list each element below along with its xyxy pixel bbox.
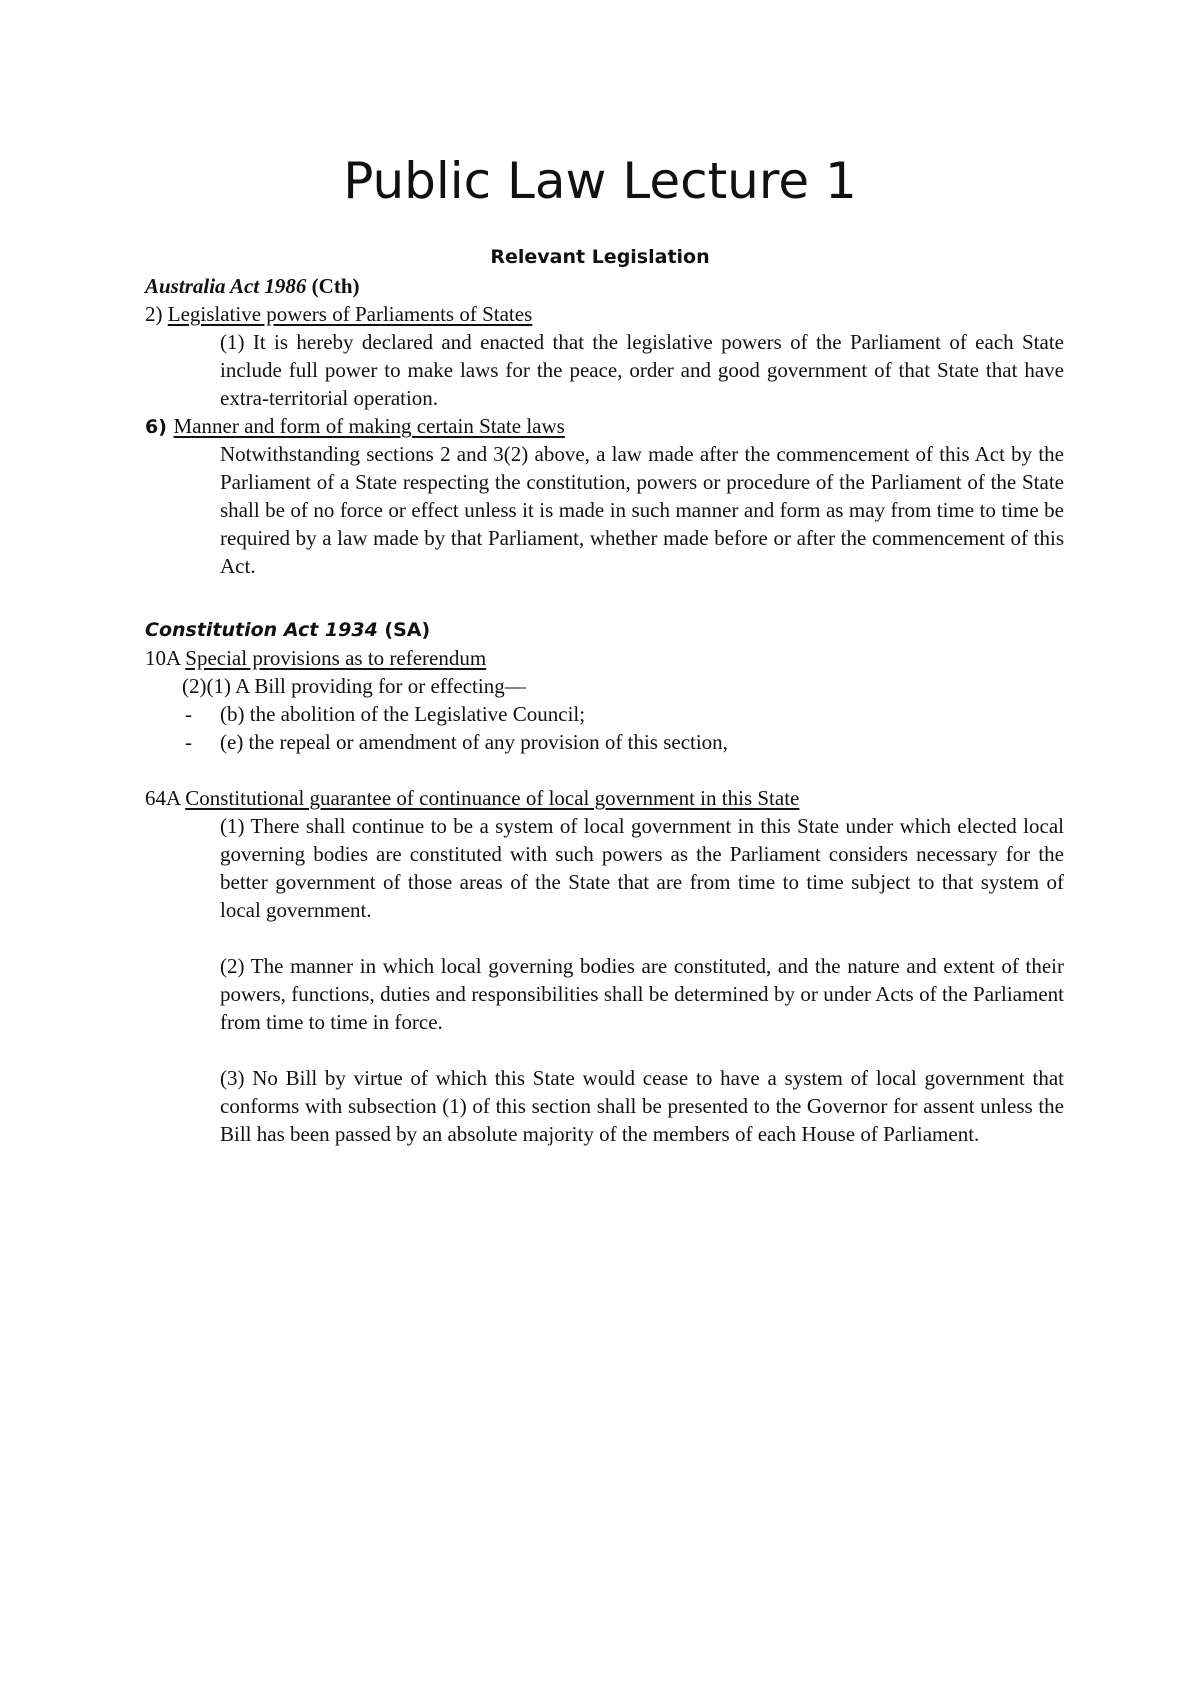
constitution-act-title: Constitution Act 1934 — [145, 619, 378, 641]
page-title: Public Law Lecture 1 — [343, 152, 857, 210]
section-64a-title: Constitutional guarantee of continuance of local government in this State — [185, 786, 800, 810]
section-6-title: Manner and form of making certain State laws — [173, 414, 565, 438]
page-subtitle: Relevant Legislation — [490, 246, 710, 268]
section-10a-heading — [145, 644, 486, 672]
section-64a-para-3: (3) No Bill by virtue of which this State would cease to have a system of local government that conforms with subsection (1) of this section shall be presented to the Governor for assent unless the Bill has been passed by an absolute majority of the members of each House of Parliament. — [220, 1066, 1064, 1146]
section-2-heading — [145, 300, 532, 328]
section-6-number: 6) — [145, 416, 174, 438]
list-bullet: - — [185, 730, 192, 754]
section-64a-heading — [145, 784, 799, 812]
section-2-text: (1) It is hereby declared and enacted that the legislative powers of the Parliament of each State include full power to make laws for the peace, order and good government of that State that have extra-territorial operation. — [220, 330, 1064, 410]
section-2-title: Legislative powers of Parliaments of States — [167, 302, 533, 326]
list-bullet: - — [185, 702, 192, 726]
section-6-text: Notwithstanding sections 2 and 3(2) above, a law made after the commencement of this Act by the Parliament of a State respecting the constitution, powers or procedure of the Parliament of the State shall be of no force or effect unless it is made in such manner and form as may from time to time be required by a law made by that Parliament, whether made before or after the commencement of this Act. — [220, 442, 1064, 578]
australia-act-heading — [145, 272, 360, 300]
section-6-heading — [145, 412, 565, 441]
section-64a-para-1: (1) There shall continue to be a system of local government in this State under which elected local governing bodies are constituted with such powers as the Parliament considers necessary for the better government of those areas of the State that are from time to time subject to that system of local government. — [220, 814, 1064, 922]
australia-act-title: Australia Act 1986 — [145, 274, 307, 298]
list-item: (e) the repeal or amendment of any provision of this section, — [220, 730, 728, 754]
constitution-act-jurisdiction: (SA) — [377, 619, 431, 641]
section-2-number: 2) — [145, 302, 168, 326]
constitution-act-heading — [145, 616, 430, 646]
australia-act-jurisdiction: (Cth) — [306, 274, 360, 298]
section-64a-number: 64A — [145, 786, 186, 810]
list-item: (b) the abolition of the Legislative Council; — [220, 702, 586, 726]
section-10a-title: Special provisions as to referendum — [185, 646, 487, 670]
section-64a-para-2: (2) The manner in which local governing bodies are constituted, and the nature and extent of their powers, functions, duties and responsibilities shall be determined by or under Acts of the Parliament from time to time in force. — [220, 954, 1064, 1034]
section-10a-number: 10A — [145, 646, 186, 670]
section-10a-intro: (2)(1) A Bill providing for or effecting— — [182, 674, 526, 698]
